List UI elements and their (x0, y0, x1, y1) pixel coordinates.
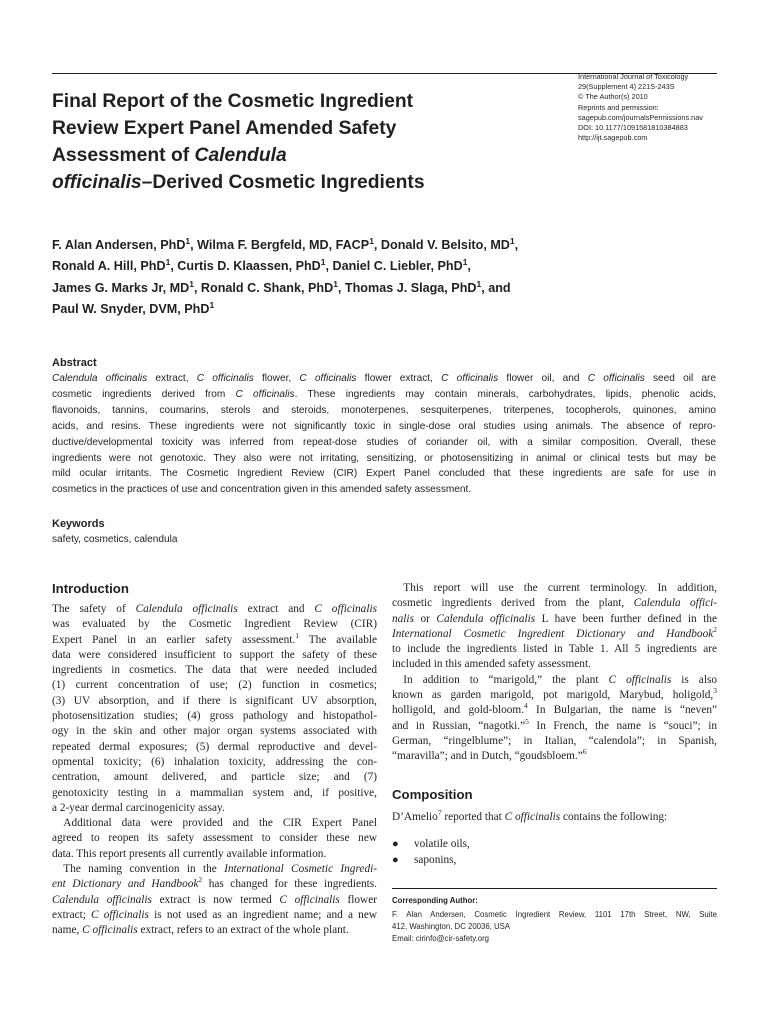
affiliation-marker: 1 (476, 278, 482, 289)
abstract-line: Calendula officinalis extract, C officinalis flower, C officinalis flower extract, C officinalis flower oil, and C officinalis seed oil are (52, 373, 717, 384)
list-item-text: saponins, (414, 854, 457, 866)
terminology-line: holligold, and gold-bloom.$^4$ In Bulgarian, the name is “neven” (392, 701, 718, 717)
author-name: , (467, 259, 471, 274)
journal-doi[interactable]: DOI: 10.1177/1091581810384883 (578, 123, 688, 133)
introduction-line: repeated dermal exposures; (5) dermal reproductive and devel- (52, 740, 377, 753)
terminology-line: known as garden marigold, pot marigold, Marybud, holigold,$^3$ (392, 686, 717, 702)
corresponding-author-line: 412, Washington, DC 20036, USA (392, 922, 511, 931)
terminology-body (392, 581, 717, 765)
title-line-2: Review Expert Panel Amended Safety (52, 118, 397, 139)
bullet-icon: ● (392, 838, 399, 850)
author-name: , Ronald C. Shank, PhD (193, 280, 334, 295)
keywords-heading: Keywords (52, 518, 105, 530)
introduction-line: Additional data were provided and the CIR Expert Panel (52, 817, 377, 830)
introduction-line: data. This report presents all currently available information. (52, 847, 327, 860)
author-line (52, 278, 732, 299)
section-heading-composition: Composition (392, 787, 473, 802)
abstract-line: cosmetics in the practices of use and concentration given in this amended safety assessment. (52, 484, 472, 496)
footnote-rule (392, 888, 717, 889)
journal-name: International Journal of Toxicology (578, 72, 689, 81)
keywords-text: safety, cosmetics, calendula (52, 534, 178, 545)
abstract-line: mild ocular irritants. The Cosmetic Ingredient Review (CIR) Expert Panel concluded that these ingredients are safe for use in (52, 468, 716, 480)
author-name: , Donald V. Belsito, MD (373, 238, 510, 252)
affiliation-marker: 1 (462, 257, 468, 268)
terminology-line: German, “ringelblume”; in Italian, “calendola”; in Spanish, (392, 734, 717, 747)
introduction-line: The safety of Calendula officinalis extract and C officinalis (52, 603, 377, 615)
journal-permissions-link[interactable]: sagepub.com/journalsPermissions.nav (578, 112, 703, 122)
corresponding-author-body (392, 909, 717, 945)
title-italic: officinalis (52, 172, 142, 193)
introduction-line: genotoxicity testing in a mammalian system and, if positive, (52, 786, 377, 799)
abstract-line: cosmetic ingredients derived from C officinalis. These ingredients may contain minerals, carbohydrates, lipids, phenolic acids, (52, 388, 717, 400)
terminology-line: included in this amended safety assessment. (392, 658, 591, 671)
journal-meta (578, 72, 738, 143)
bullet-icon: ● (392, 854, 399, 866)
abstract-line: acids, and resins. These ingredients were not significantly toxic in single-dose oral studies using animals. The absence of repro- (52, 420, 716, 432)
affiliation-marker: 1 (369, 235, 374, 246)
terminology-line: “maravilla”; and in Dutch, “goudsbloem.”$^6$ (392, 747, 587, 763)
list-item-text: volatile oils, (414, 838, 470, 850)
author-list (52, 235, 732, 321)
introduction-line: data were considered insufficient to support the safety of these (52, 648, 377, 661)
author-name: , (514, 238, 519, 252)
affiliation-marker: 1 (333, 278, 338, 289)
affiliation-marker: 1 (165, 257, 171, 268)
corresponding-author-heading: Corresponding Author: (392, 896, 478, 905)
author-name: , Wilma F. Bergfeld, MD, FACP (190, 238, 370, 252)
terminology-line: cosmetic ingredients derived from the plant, Calendula offici- (392, 597, 718, 610)
abstract-line: ductive/developmental toxicity was inferred from repeat-dose studies of coriander oil, with a similar composition. Overall, these (52, 436, 716, 448)
journal-url[interactable]: http://ijt.sagepub.com (578, 133, 648, 143)
journal-volume: 29(Supplement 4) 221S-243S (578, 82, 675, 92)
corresponding-author-line: F. Alan Andersen, Cosmetic Ingredient Review, 1101 17th Street, NW, Suite (392, 910, 717, 919)
journal-reprints: Reprints and permission: (578, 102, 659, 112)
abstract-line: flavonoids, tannins, coumarins, sterols and steroids, monoterpenes, sesquiterpenes, triterpenes, tocopherols, quinones, amino (52, 404, 716, 416)
affiliation-marker: 1 (189, 278, 194, 289)
introduction-line: (3) UV absorption, and if there is significant UV absorption, (52, 694, 377, 707)
terminology-line: and in Russian, “nagotki.”$^5$ In French, the name is “souci”; in (392, 716, 717, 732)
corresponding-author-line: Email: cirinfo@cir-safety.org (392, 934, 490, 943)
introduction-line: ingredients in cosmetics. The data that were needed included (52, 664, 377, 677)
title-plain: Assessment of (52, 145, 195, 166)
author-line (52, 256, 732, 277)
terminology-line: International Cosmetic Ingredient Dictionary and Handbook$^2$ (392, 625, 717, 640)
composition-intro-line: D’Amelio$^7$ reported that C officinalis contains the following: (392, 808, 668, 823)
introduction-line: a 2-year dermal carcinogenicity assay. (52, 801, 225, 814)
author-line (52, 299, 732, 320)
introduction-line: ogy in the skin and other major organ systems associated with (52, 725, 377, 738)
introduction-line: name, C officinalis extract, refers to an extract of the whole plant. (52, 924, 349, 937)
introduction-line: Expert Panel in an earlier safety assessment.$^1$ The available (52, 630, 377, 646)
author-line (52, 235, 732, 256)
author-name: F. Alan Andersen, PhD (52, 238, 186, 252)
affiliation-marker: 1 (209, 300, 215, 311)
abstract-body (52, 371, 716, 498)
paper-title (52, 88, 522, 196)
author-name: James G. Marks Jr, MD (52, 280, 190, 295)
author-name: , Daniel C. Liebler, PhD (325, 259, 463, 274)
affiliation-marker: 1 (320, 257, 326, 268)
title-line-3 (52, 142, 522, 169)
introduction-line: opmental toxicity; (6) inhalation toxicity, addressing the con- (52, 755, 377, 768)
list-item (392, 852, 470, 868)
abstract-line: ingredients were not genotoxic. They also were not irritating, sensitizing, or photosensitizing in animal or clinical tests but may be (52, 452, 716, 464)
introduction-line: centration, amount delivered, and particle size; and (7) (52, 771, 377, 784)
introduction-body (52, 602, 377, 939)
terminology-line: to include the ingredients listed in Table 1. All 5 ingredients are (392, 643, 717, 656)
introduction-line: (1) current concentration of use; (2) function in cosmetics; (52, 679, 377, 692)
title-line-4 (52, 169, 522, 196)
journal-copyright: © The Author(s) 2010 (578, 92, 648, 102)
terminology-line: In addition to “marigold,” the plant C officinalis is also (392, 673, 718, 686)
section-heading-introduction: Introduction (52, 581, 129, 596)
title-plain: –Derived Cosmetic Ingredients (141, 172, 425, 193)
author-name: Ronald A. Hill, PhD (52, 259, 166, 274)
title-line-1: Final Report of the Cosmetic Ingredient (52, 91, 414, 112)
introduction-line: The naming convention in the International Cosmetic Ingredi- (52, 863, 377, 876)
author-name: , Curtis D. Klaassen, PhD (170, 259, 321, 274)
composition-intro (392, 810, 717, 825)
introduction-line: Calendula officinalis extract is now termed C officinalis flower (52, 893, 377, 906)
terminology-line: This report will use the current terminology. In addition, (392, 582, 717, 594)
terminology-line: nalis or Calendula officinalis L have been further defined in the (392, 612, 717, 625)
author-name: Paul W. Snyder, DVM, PhD (52, 302, 210, 317)
list-item (392, 836, 470, 852)
introduction-line: photosensitization studies; (4) gross pathology and histopathol- (52, 710, 377, 723)
abstract-heading: Abstract (52, 357, 97, 369)
author-name: , and (481, 280, 511, 295)
introduction-line: ent Dictionary and Handbook$^2$ has changed for these ingredients. (52, 875, 377, 891)
author-name: , Thomas J. Slaga, PhD (337, 280, 477, 295)
composition-list (392, 836, 470, 868)
introduction-line: was evaluated by the Cosmetic Ingredient Review (CIR) (52, 618, 377, 631)
title-italic: Calendula (194, 145, 287, 166)
affiliation-marker: 1 (185, 235, 191, 246)
introduction-line: extract; C officinalis is not used as an ingredient name; and a new (52, 908, 377, 921)
affiliation-marker: 1 (509, 235, 515, 246)
introduction-line: agreed to reopen its safety assessment to consider these new (52, 832, 377, 845)
